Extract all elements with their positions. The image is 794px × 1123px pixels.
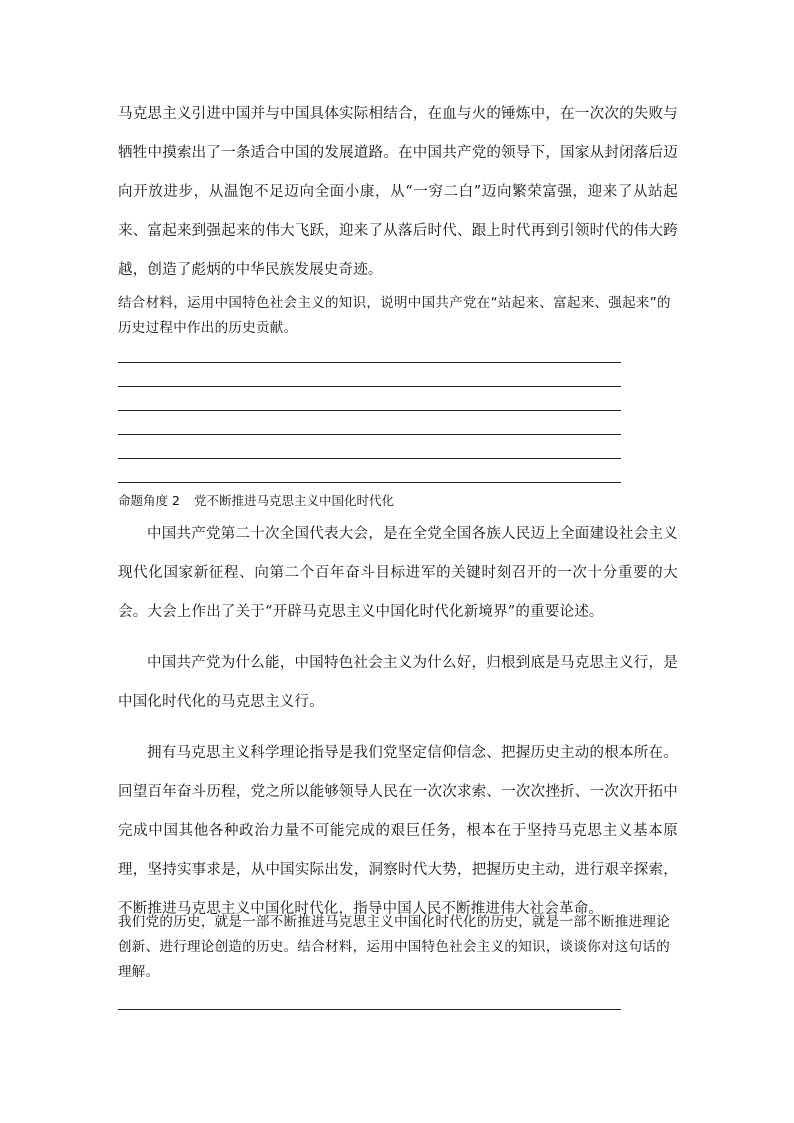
question-1 [118, 291, 678, 341]
question-1-text: 结合材料，运用中国特色社会主义的知识，说明中国共产党在“站起来、富起来、强起来”的历史过程中作出的历史贡献。 [118, 295, 671, 336]
material-1-paragraph: 马克思主义引进中国并与中国具体实际相结合，在血与火的锤炼中，在一次次的失败与牺牲中摸索出了一条适合中国的发展道路。在中国共产党的领导下，国家从封闭落后迈向开放进步，从温饱不足迈向全面小康，从“一穷二白”迈向繁荣富强，迎来了从站起来、富起来到强起来的伟大飞跃，迎来了从落后时代、跟上时代再到引领时代的伟大跨越，创造了彪炳的中华民族发展史奇迹。 [118, 106, 678, 278]
answer-line-2[interactable] [118, 386, 621, 387]
section-2-title: 党不断推进马克思主义中国化时代化 [193, 493, 394, 508]
material-2-paragraph-3: 拥有马克思主义科学理论指导是我们党坚定信仰信念、把握历史主动的根本所在。回望百年奋斗历程，党之所以能够领导人民在一次次求索、一次次挫折、一次次开拓中完成中国其他各种政治力量不可能完成的艰巨任务，根本在于坚持马克思主义基本原理，坚持实事求是，从中国实际出发，洞察时代大势，把握历史主动，进行艰辛探索，不断推进马克思主义中国化时代化，指导中国人民不断推进伟大社会革命。 [118, 745, 678, 917]
section-2-label: 命题角度 2 [118, 493, 180, 508]
answer-line-1[interactable] [118, 362, 621, 363]
material-1 [118, 95, 678, 290]
section-2-heading [118, 491, 678, 511]
material-2 [118, 515, 678, 929]
answer-line-7[interactable] [118, 1009, 621, 1010]
material-2-paragraph-1: 中国共产党第二十次全国代表大会，是在全党全国各族人民迈上全面建设社会主义现代化国家新征程、向第二个百年奋斗目标进军的关键时刻召开的一次十分重要的大会。大会上作出了关于“开辟马克思主义中国化时代化新境界”的重要论述。 [118, 526, 678, 620]
answer-line-4[interactable] [118, 434, 621, 435]
answer-line-5[interactable] [118, 458, 621, 459]
answer-line-6[interactable] [118, 482, 621, 483]
answer-line-3[interactable] [118, 410, 621, 411]
material-2-paragraph-2: 中国共产党为什么能，中国特色社会主义为什么好，归根到底是马克思主义行，是中国化时代化的马克思主义行。 [118, 655, 678, 710]
question-2 [118, 910, 678, 985]
question-2-text: 我们党的历史，就是一部不断推进马克思主义中国化时代化的历史，就是一部不断推进理论创新、进行理论创造的历史。结合材料，运用中国特色社会主义的知识，谈谈你对这句话的理解。 [118, 914, 670, 980]
